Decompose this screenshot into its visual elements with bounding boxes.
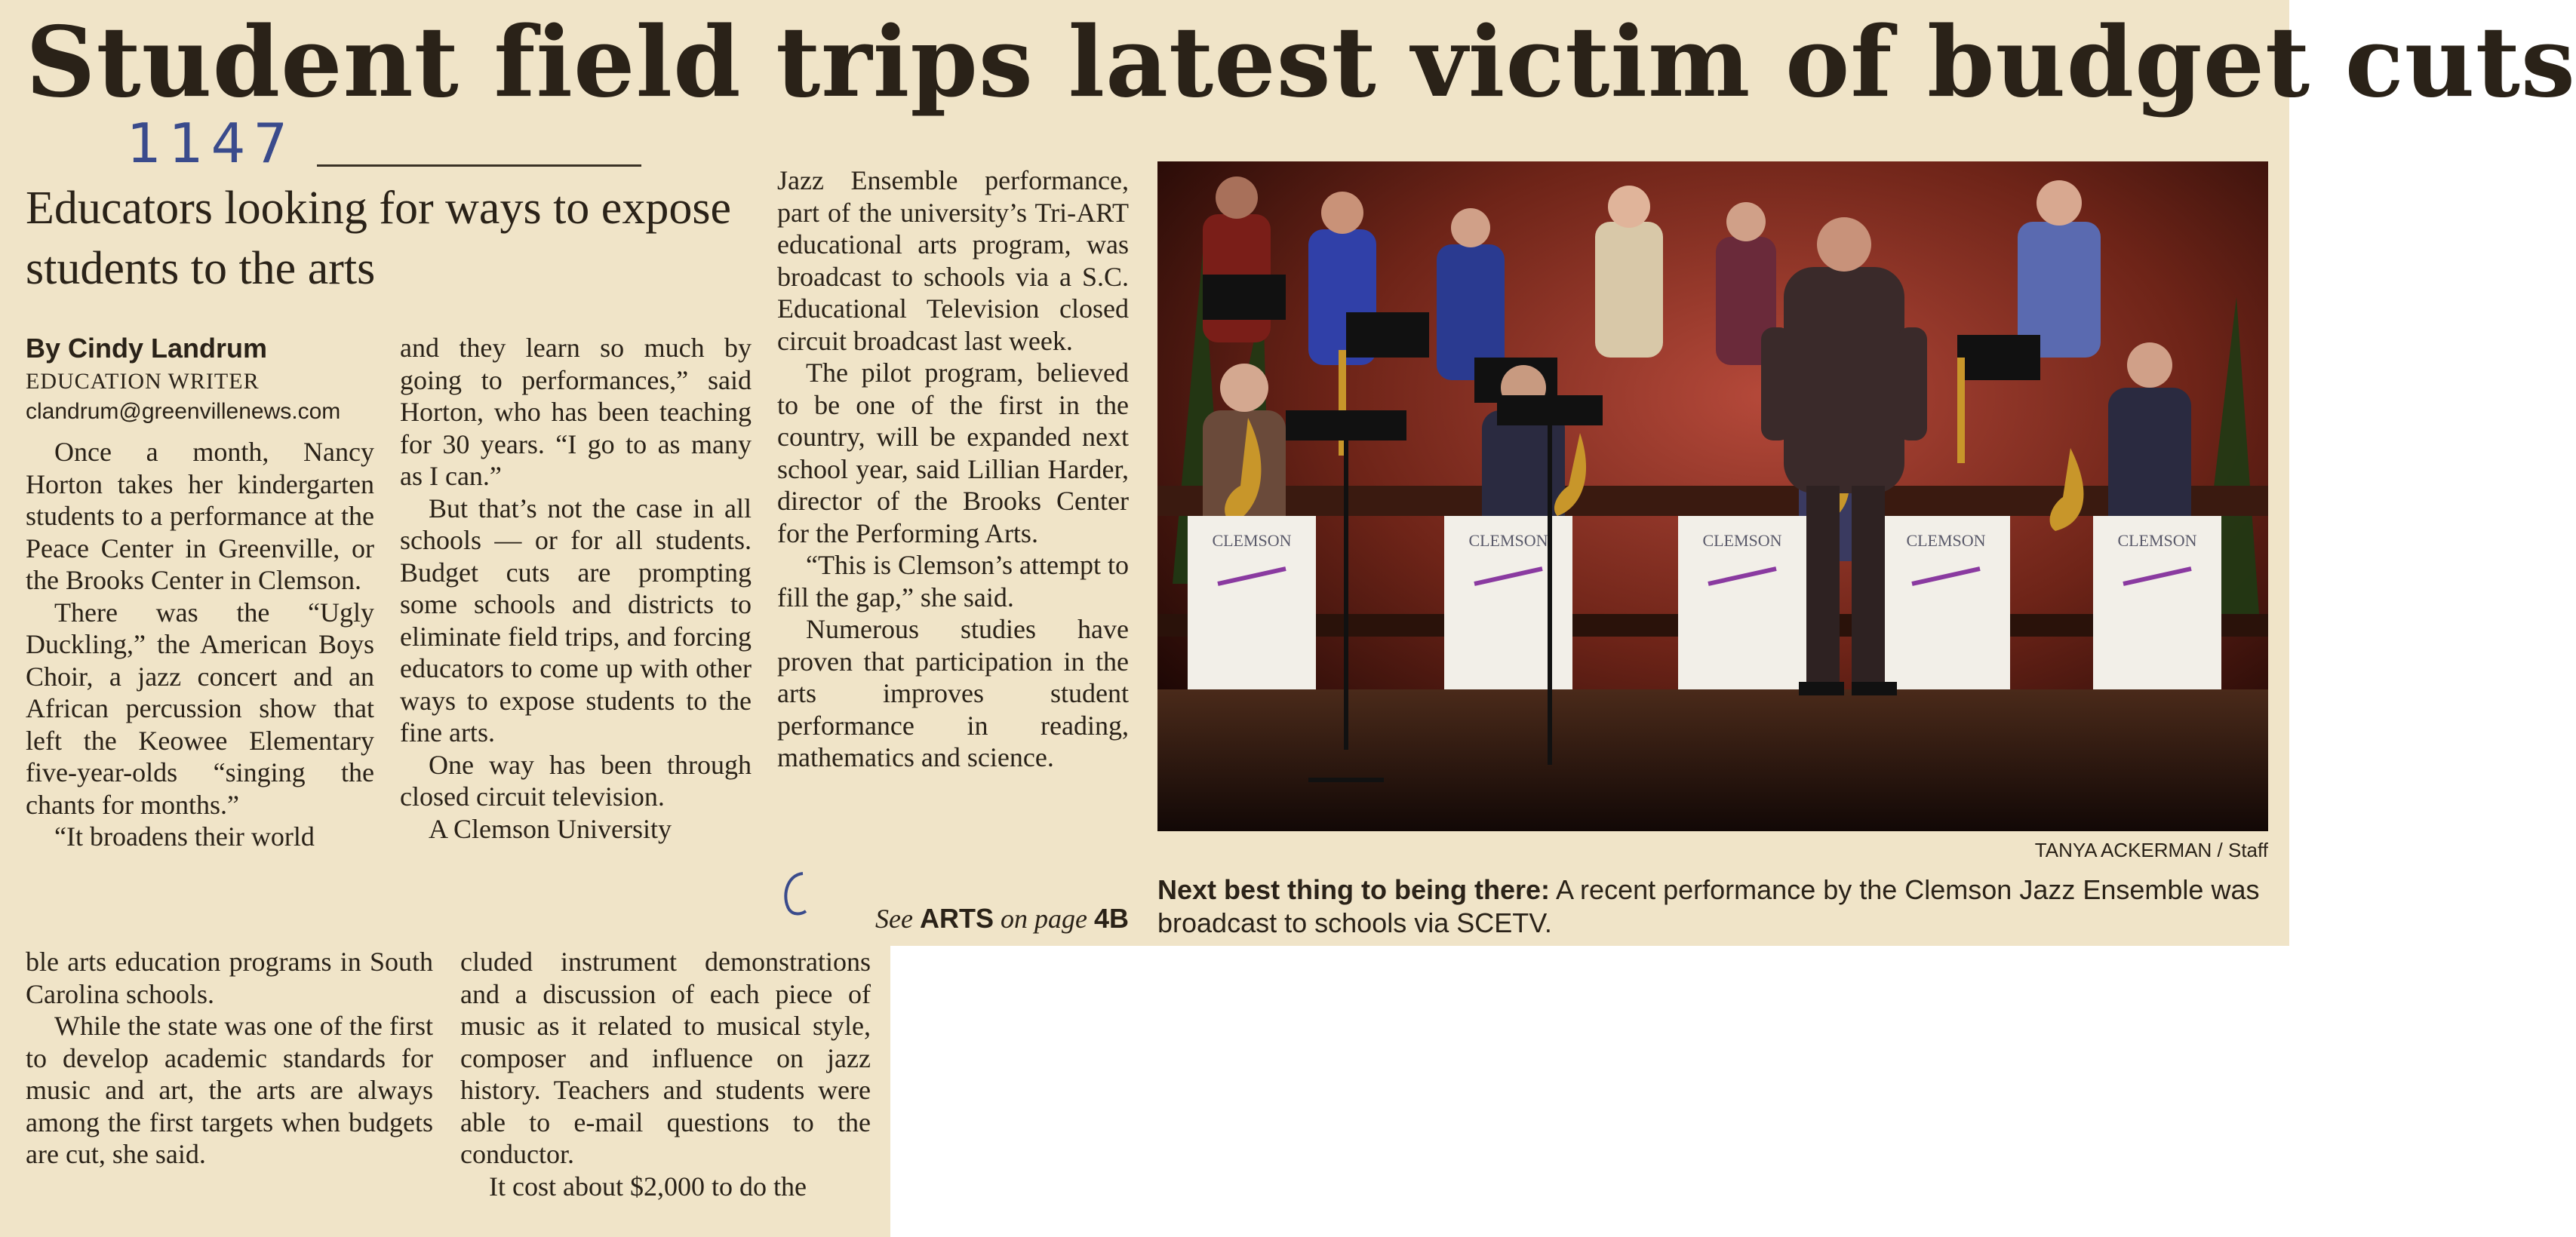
- paragraph: Numerous studies have proven that participation in the arts improves student performance in reading, mathematics and science.: [777, 614, 1129, 772]
- jump-line[interactable]: [860, 902, 1129, 935]
- paragraph: A Clemson University: [429, 813, 672, 844]
- stand-label: CLEMSON: [1906, 531, 1986, 550]
- paragraph: “This is Clemson’s attempt to fill the gap,” she said.: [777, 550, 1129, 612]
- deck: Educators looking for ways to expose students to the arts: [26, 183, 731, 294]
- article-column-2: [400, 332, 752, 845]
- paragraph: While the state was one of the first to develop academic standards for music and art, the arts are always among the first targets when budgets are cut, she said.: [26, 1011, 433, 1169]
- photo-credit: TANYA ACKERMAN / Staff: [2034, 839, 2268, 861]
- article-column-1: [26, 436, 374, 853]
- byline: By Cindy Landrum: [26, 333, 268, 364]
- jump-page-number: 4B: [1093, 903, 1129, 934]
- paragraph: But that’s not the case in all schools — or for all students. Budget cuts are prompting some schools and districts to eliminate field trips, and forcing educators to come up with other ways to expose students to the fine arts.: [400, 493, 752, 747]
- jump-section: ARTS: [919, 903, 994, 934]
- headline: Student field trips latest victim of budget cuts: [26, 6, 2576, 119]
- byline-role: EDUCATION WRITER: [26, 369, 260, 394]
- paragraph: One way has been through closed circuit television.: [400, 749, 752, 812]
- photo-jazz-ensemble: [1157, 161, 2268, 831]
- paragraph: “It broadens their world: [54, 821, 315, 852]
- photo-caption: [1157, 873, 2268, 940]
- jump-on-page: on page: [1000, 904, 1087, 934]
- stand-label: CLEMSON: [1468, 531, 1548, 550]
- byline-email[interactable]: clandrum@greenvillenews.com: [26, 399, 341, 424]
- caption-text: A recent performance by the Clemson Jazz Ensemble was broadcast to schools via SCETV.: [1157, 874, 2260, 938]
- stand-label: CLEMSON: [2117, 531, 2197, 550]
- paragraph: The pilot program, believed to be one of the first in the country, will be expanded next school year, said Lillian Harder, director of the Brooks Center for the Performing Arts.: [777, 358, 1129, 548]
- jump-see: See: [875, 904, 913, 934]
- stand-label: CLEMSON: [1212, 531, 1292, 550]
- article-column-5: [460, 946, 871, 1202]
- caption-lead: Next best thing to being there:: [1157, 874, 1551, 905]
- stand-label: CLEMSON: [1702, 531, 1782, 550]
- article-column-3: [777, 164, 1129, 774]
- paragraph: and they learn so much by going to performances,” said Horton, who has been teaching for 30 years. “I go to as many as I can.”: [400, 333, 752, 491]
- article-column-4: [26, 946, 433, 1171]
- handwritten-number: 1147: [127, 112, 296, 175]
- paragraph: There was the “Ugly Duckling,” the American Boys Choir, a jazz concert and an African percussion show that left the Keowee Elementary five-year-olds “singing the chants for months.”: [26, 597, 374, 820]
- paragraph: Once a month, Nancy Horton takes her kindergarten students to a performance at the Peace Center in Greenville, or the Brooks Center in Clemson.: [26, 437, 374, 595]
- paragraph: It cost about $2,000 to do the: [489, 1171, 807, 1202]
- pen-mark-icon: [779, 867, 809, 920]
- deck-rule: [317, 164, 641, 167]
- paragraph: cluded instrument demonstrations and a discussion of each piece of music as it related to musical style, composer and influence on jazz history. Teachers and students were able to e-mail questions to the conductor.: [460, 947, 871, 1169]
- photo-illustration: [1157, 161, 2268, 831]
- paragraph: Jazz Ensemble performance, part of the university’s Tri-ART educational arts program, was broadcast to schools via a S.C. Educational Television closed circuit broadcast last week.: [777, 165, 1129, 356]
- paragraph: ble arts education programs in South Carolina schools.: [26, 947, 433, 1009]
